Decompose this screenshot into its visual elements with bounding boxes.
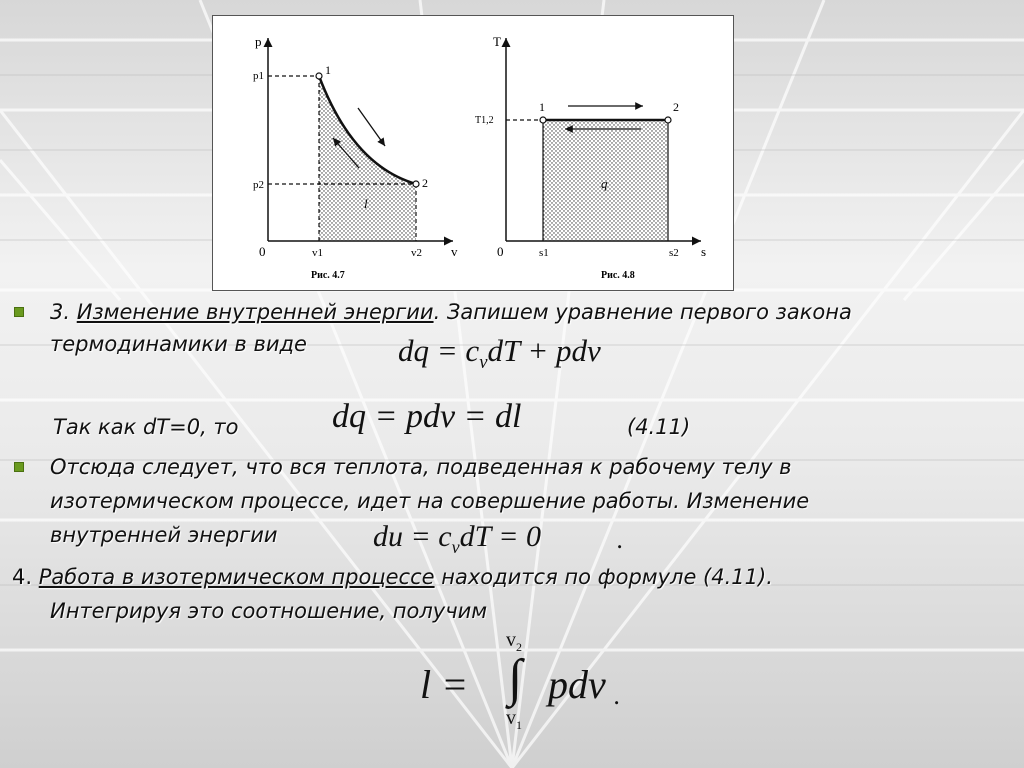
equation-number: (4.11) (627, 415, 691, 439)
paragraph-3-line2: термодинамики в виде (50, 332, 307, 356)
pv-origin: 0 (259, 244, 266, 259)
section-title: Изменение внутренней энергии (76, 300, 434, 324)
section-number: 3. (50, 300, 71, 324)
ts-point-2: 2 (673, 100, 679, 114)
thermo-diagrams-figure (212, 15, 734, 291)
section-title: Работа в изотермическом процессе (38, 565, 435, 589)
integrand: pdv (548, 662, 606, 707)
paragraph-conclusion-line3: внутренней энергии (50, 523, 278, 547)
paragraph-4-line1 (12, 562, 773, 592)
bullet-marker (14, 307, 24, 317)
fig-4-8-caption: Рис. 4.8 (601, 270, 635, 281)
first-law-formula: dq = $c_vdT$ + pdv (398, 333, 601, 374)
pv-tick-p1: p1 (253, 70, 264, 82)
ts-y-label: T (493, 34, 501, 49)
ts-diagram (475, 34, 706, 281)
integral-lhs: l = (420, 662, 469, 707)
pv-area-label: l (364, 196, 368, 211)
since-dt-zero-text: Так как dT=0, то (53, 415, 239, 439)
paragraph-conclusion-line2: изотермическом процессе, идет на совершение работы. Изменение (50, 489, 810, 513)
pv-point-1: 1 (325, 63, 331, 77)
ts-point-1: 1 (539, 100, 545, 114)
pv-tick-v1: v1 (312, 247, 323, 259)
paragraph-conclusion-line1: Отсюда следует, что вся теплота, подведенная к рабочему телу в (50, 455, 792, 479)
pv-point-2: 2 (422, 176, 428, 190)
integral-sign: ∫ (508, 650, 523, 707)
pv-x-label: v (451, 244, 458, 259)
ts-origin: 0 (497, 244, 504, 259)
paragraph-3 (50, 297, 1020, 327)
pv-y-label: p (255, 34, 262, 49)
section-number: 4. (12, 565, 39, 589)
pv-work-area (319, 76, 416, 241)
section-text: находится по формуле (4.11). (434, 565, 773, 589)
ts-area-label: q (601, 176, 608, 191)
paragraph-4-line2: Интегрируя это соотношение, получим (50, 599, 488, 623)
integral-lower-limit: $v_1$ (506, 707, 522, 732)
work-heat-formula: dq = pdv = dl (332, 398, 522, 435)
fig-4-7-caption: Рис. 4.7 (311, 270, 345, 281)
ts-tick-s2: s2 (669, 247, 679, 259)
ts-tick-T12: T1,2 (475, 115, 494, 126)
formula-period: . (617, 525, 624, 554)
pv-diagram (253, 34, 458, 281)
pv-tick-v2: v2 (411, 247, 422, 259)
integral-period: . (614, 681, 621, 710)
pv-tick-p2: p2 (253, 179, 264, 191)
ts-tick-s1: s1 (539, 247, 549, 259)
internal-energy-formula: du = $c_vdT = 0$ (373, 520, 541, 557)
integral-upper-limit: $v_2$ (506, 629, 522, 654)
work-integral-formula (420, 629, 650, 745)
ts-x-label: s (701, 244, 707, 259)
section-text: . Запишем уравнение первого закона (433, 300, 852, 324)
bullet-marker (14, 462, 24, 472)
